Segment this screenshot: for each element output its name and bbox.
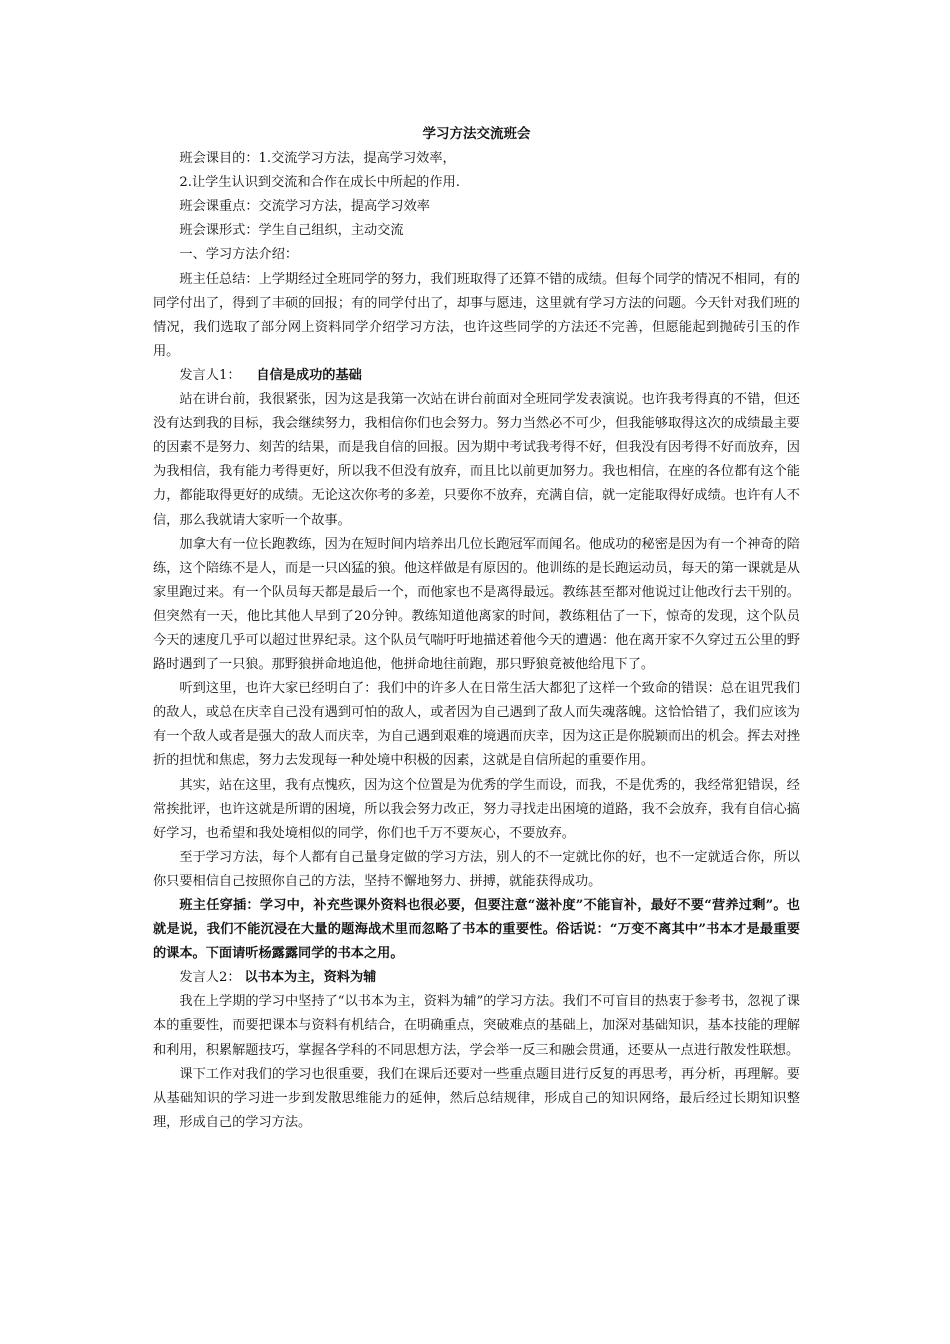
section-heading-1: 一、学习方法介绍： [179, 247, 299, 263]
focus-line: 班会课重点：交流学习方法，提高学习效率 [179, 199, 430, 215]
teacher-summary: 班主任总结：上学期经过全班同学的努力，我们班取得了还算不错的成绩。但每个同学的情况不相同，有的同学付出了，得到了丰硕的回报；有的同学付出了，却事与愿违，这里就有学习方法的问题。今天针对我们班的情况，我们选取了部分网上资料同学介绍学习方法，也许这些同学的方法还不完善，但愿能起到抛砖引玉的作用。 [153, 271, 800, 359]
format-line: 班会课形式：学生自己组织，主动交流 [179, 223, 404, 239]
speaker-2-paragraph: 我在上学期的学习中坚持了“以书本为主，资料为辅”的学习方法。我们不可盲目的热衷于参考书，忽视了课本的重要性，而要把课本与资料有机结合，在明确重点，突破难点的基础上，加深对基础知识，基本技能的理解和利用，积累解题技巧，掌握各学科的不同思想方法，学会举一反三和融会贯通，还要从一点进行散发性联想。 [153, 994, 800, 1058]
speaker-1-label: 发言人1： [179, 367, 241, 383]
speaker-2-heading [153, 966, 800, 990]
speaker-1-topic: 自信是成功的基础 [256, 367, 362, 383]
speaker-2-topic: 以书本为主，资料为辅 [244, 970, 377, 986]
speaker-1-heading [153, 364, 800, 388]
speaker-2-paragraph: 课下工作对我们的学习也很重要，我们在课后还要对一些重点题目进行反复的再思考，再分析，再理解。要从基础知识的学习进一步到发散思维能力的延伸，然后总结规律，形成自己的知识网络，最后经过长期知识整理，形成自己的学习方法。 [153, 1066, 800, 1130]
speaker-1-paragraph: 其实，站在这里，我有点愧疚，因为这个位置是为优秀的学生而设，而我，不是优秀的，我经常犯错误，经常挨批评，也许这就是所谓的困境，所以我会努力改正，努力寻找走出困境的道路，我不会放弃，我有自信心搞好学习，也希望和我处境相似的同学，你们也千万不要灰心，不要放弃。 [153, 777, 800, 841]
speaker-2-label: 发言人2： [179, 970, 241, 986]
teacher-insert: 班主任穿插：学习中，补充些课外资料也很必要，但要注意“滋补度”不能盲补，最好不要“营养过剩”。也就是说，我们不能沉浸在大量的题海战术里而忽略了书本的重要性。俗话说：“万变不离其中”书本才是最重要的课本。下面请听杨露露同学的书本之用。 [153, 898, 800, 962]
purpose-line-2: 2.让学生认识到交流和合作在成长中所起的作用. [179, 175, 460, 191]
document-title: 学习方法交流班会 [422, 126, 531, 142]
speaker-1-paragraph: 加拿大有一位长跑教练，因为在短时间内培养出几位长跑冠军而闻名。他成功的秘密是因为有一个神奇的陪练，这个陪练不是人，而是一只凶猛的狼。他这样做是有原因的。他训练的是长跑运动员，每天的第一课就是从家里跑过来。有一个队员每天都是最后一个，而他家也不是离得最远。教练甚至都对他说过让他改行去干别的。但突然有一天，他比其他人早到了20分钟。教练知道他离家的时间，教练粗估了一下，惊奇的发现，这个队员今天的速度几乎可以超过世界纪录。这个队员气喘吁吁地描述着他今天的遭遇：他在离开家不久穿过五公里的野路时遇到了一只狼。那野狼拼命地追他，他拼命地往前跑，那只野狼竟被他给甩下了。 [153, 536, 800, 673]
speaker-1-paragraph: 听到这里，也许大家已经明白了：我们中的许多人在日常生活大都犯了这样一个致命的错误：总在诅咒我们的敌人，或总在庆幸自己没有遇到可怕的敌人，或者因为自己遇到了敌人而失魂落魄。这恰恰错了，我们应该为有一个敌人或者是强大的敌人而庆幸，为自己遇到艰难的境遇而庆幸，因为这正是你脱颖而出的机会。挥去对挫折的担忧和焦虑，努力去发现每一种处境中积极的因素，这就是自信所起的重要作用。 [153, 681, 800, 769]
purpose-line-1: 班会课目的：1.交流学习方法，提高学习效率， [179, 151, 456, 167]
speaker-1-paragraph: 至于学习方法，每个人都有自己量身定做的学习方法，别人的不一定就比你的好，也不一定就适合你，所以你只要相信自己按照你自己的方法，坚持不懈地努力、拼搏，就能获得成功。 [153, 849, 800, 889]
document-page [153, 122, 800, 1135]
speaker-1-paragraph: 站在讲台前，我很紧张，因为这是我第一次站在讲台前面对全班同学发表演说。也许我考得真的不错，但还没有达到我的目标，我会继续努力，我相信你们也会努力。努力当然必不可少，但我能够取得这次的成绩最主要的因素不是努力、刻苦的结果，而是我自信的回报。因为期中考试我考得不好，但我没有因考得不好而放弃，因为我相信，我有能力考得更好，所以我不但没有放弃，而且比以前更加努力。我也相信，在座的各位都有这个能力，都能取得更好的成绩。无论这次你考的多差，只要你不放弃，充满自信，就一定能取得好成绩。也许有人不信，那么我就请大家听一个故事。 [153, 392, 800, 528]
